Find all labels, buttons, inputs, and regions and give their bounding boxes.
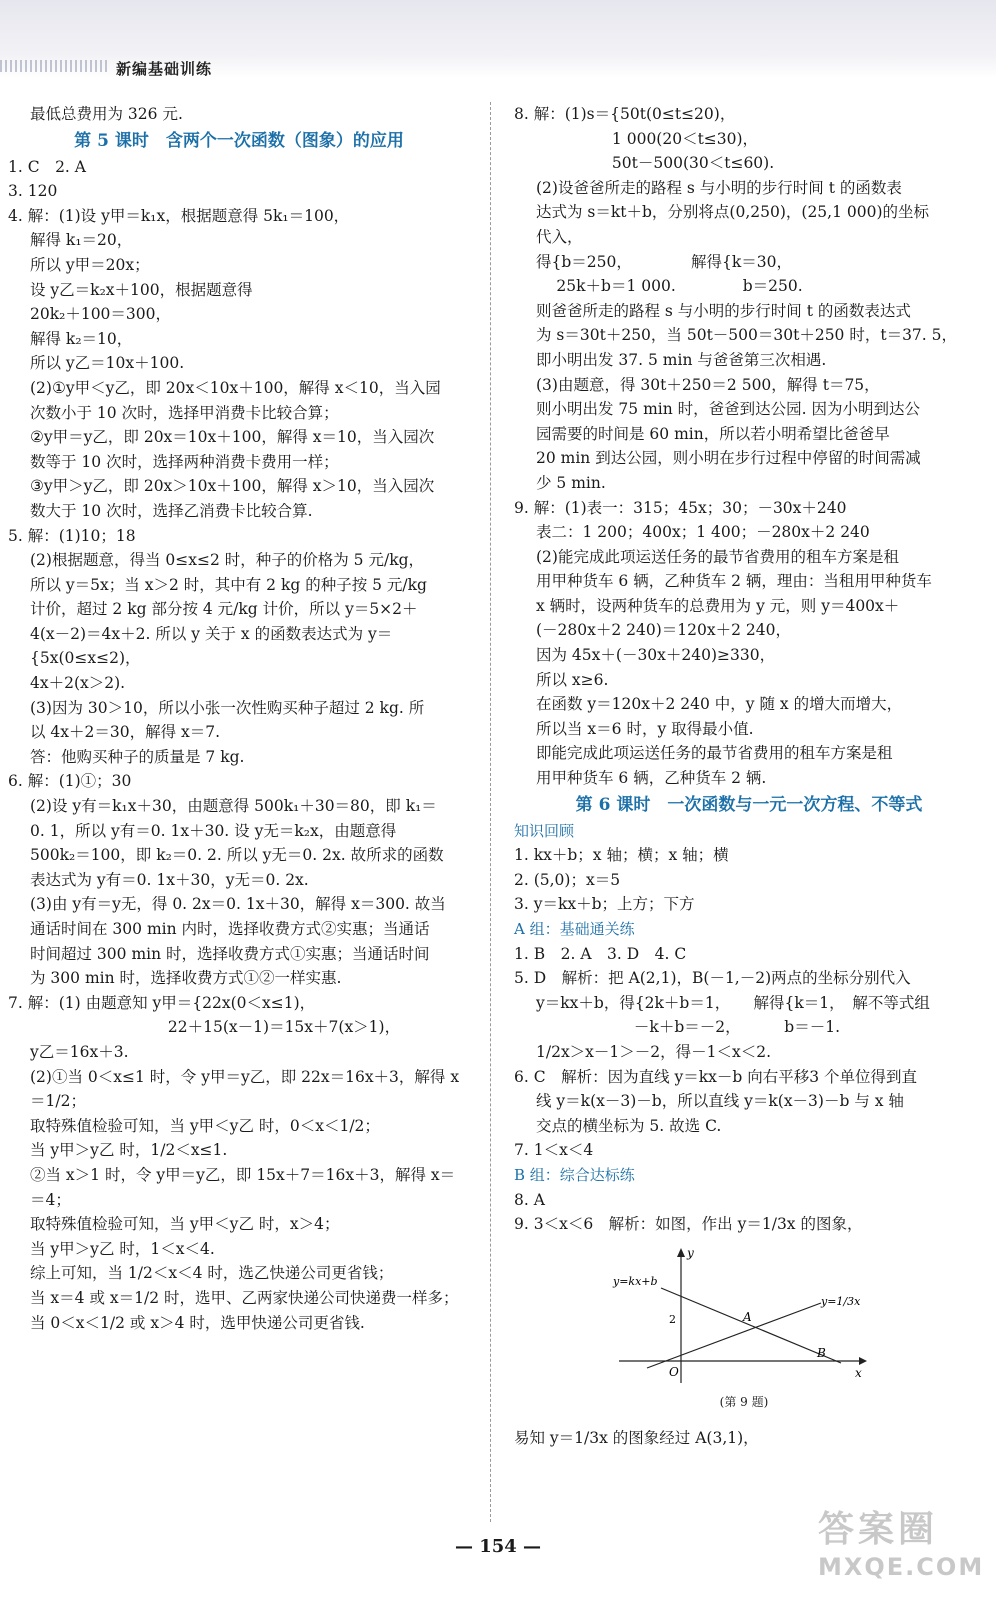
text-line: (3)因为 30＞10，所以小张一次性购买种子超过 2 kg. 所 — [30, 698, 425, 717]
question-9-graph — [609, 1243, 869, 1388]
text-line: 3. 120 — [8, 182, 58, 201]
text-line: 计价，超过 2 kg 部分按 4 元/kg 计价，所以 y＝5×2＋ — [30, 600, 418, 619]
text-line: 所以当 x＝6 时，y 取得最小值. — [536, 719, 754, 738]
text-line: (－280x＋2 240)＝120x＋2 240， — [536, 621, 791, 640]
text-line: 3. y＝kx＋b；上方；下方 — [514, 895, 695, 914]
text-line: 表二：1 200；400x；1 400；－280x＋2 240 — [536, 523, 870, 542]
text-line: ＝1/2； — [30, 1092, 86, 1111]
text-line: 得{b＝250， 解得{k＝30， — [536, 252, 793, 271]
text-line: 当 x＝4 或 x＝1/2 时，选甲、乙两家快递公司快递费一样多； — [30, 1288, 459, 1307]
watermark — [818, 1508, 985, 1588]
text-line: 4. 解：(1)设 y甲＝k₁x，根据题意得 5k₁＝100， — [8, 206, 350, 225]
section-heading: 第 5 课时 含两个一次函数（图象）的应用 — [74, 130, 404, 151]
text-line: 所以 y＝5x；当 x＞2 时，其中有 2 kg 的种子按 5 元/kg — [30, 575, 427, 594]
point-b-label: B — [817, 1345, 826, 1360]
text-line: (2)设 y有＝k₁x＋30，由题意得 500k₁＋30＝80，即 k₁＝ — [30, 797, 437, 816]
text-line: 当 y甲＞y乙 时，1/2＜x≤1. — [30, 1141, 228, 1160]
section-heading: 第 6 课时 一次函数与一元一次方程、不等式 — [575, 794, 923, 815]
column-divider — [490, 102, 492, 1522]
text-line: 7. 解：(1) 由题意知 y甲＝{22x(0＜x≤1)， — [8, 993, 316, 1012]
text-line: 1. B 2. A 3. D 4. C — [514, 944, 687, 963]
text-line: x 辆时，设两种货车的总费用为 y 元，则 y＝400x＋ — [536, 596, 900, 615]
text-line: 所以 y甲＝20x； — [30, 255, 150, 274]
text-line: 25k＋b＝1 000. b＝250. — [536, 277, 803, 296]
header-title: 新编基础训练 — [116, 60, 213, 78]
text-line: 1/2x＞x－1＞－2，得－1＜x＜2. — [536, 1042, 772, 1061]
figure-caption: (第 9 题) — [719, 1394, 769, 1409]
text-line: 50t－500(30＜t≤60). — [514, 154, 775, 173]
text-line: ③y甲＞y乙，即 20x＞10x＋100，解得 x＞10，当入园次 — [30, 477, 435, 496]
text-line: (2)能完成此项运送任务的最节省费用的租车方案是租 — [536, 547, 899, 566]
text-line: 综上可知，当 1/2＜x＜4 时，选乙快递公司更省钱； — [30, 1264, 394, 1283]
text-line: 为 300 min 时，选择收费方式①②一样实惠. — [30, 969, 342, 988]
y-axis-arrow — [677, 1248, 685, 1257]
text-line: ②当 x＞1 时，令 y甲＝y乙，即 15x＋7＝16x＋3，解得 x＝ — [30, 1165, 456, 1184]
text-line: (2)①当 0＜x≤1 时，令 y甲＝y乙，即 22x＝16x＋3，解得 x — [30, 1067, 460, 1086]
right-column-lines — [514, 102, 984, 1237]
text-line: 园需要的时间是 60 min，所以若小明希望比爸爸早 — [536, 424, 890, 443]
text-line: 1. kx＋b；x 轴；横；x 轴；横 — [514, 846, 729, 865]
text-line: 用甲种货车 6 辆，乙种货车 2 辆. — [536, 769, 767, 788]
line2-label: y=1/3x — [821, 1294, 861, 1308]
text-line: 次数小于 10 次时，选择甲消费卡比较合算； — [30, 403, 339, 422]
right-column — [514, 102, 984, 1450]
watermark-line1: 答案圈 — [818, 1509, 939, 1550]
header-dot-pattern — [0, 60, 110, 72]
text-line: 为 s＝30t＋250，当 50t－500＝30t＋250 时，t＝37. 5， — [536, 326, 958, 345]
text-line: 数大于 10 次时，选择乙消费卡比较合算. — [30, 501, 313, 520]
subsection-heading: B 组：综合达标练 — [514, 1165, 635, 1184]
text-line: 少 5 min. — [536, 473, 606, 492]
text-line: 0. 1，所以 y有＝0. 1x＋30. 设 y无＝k₂x，由题意得 — [30, 821, 397, 840]
text-line: 答：他购买种子的质量是 7 kg. — [30, 747, 245, 766]
line-kx-plus-b — [661, 1288, 841, 1363]
text-line: 通话时间在 300 min 内时，选择收费方式②实惠；当通话 — [30, 920, 430, 938]
text-line: 当 y甲＞y乙 时，1＜x＜4. — [30, 1239, 215, 1258]
text-line: 最低总费用为 326 元. — [30, 105, 183, 123]
text-line: 20 min 到达公园，则小明在步行过程中停留的时间需减 — [536, 449, 921, 468]
text-line: 解得 k₁＝20， — [30, 231, 133, 250]
text-line: 6. C 解析：因为直线 y＝kx－b 向右平移3 个单位得到直 — [514, 1067, 918, 1086]
text-line: 7. 1＜x＜4 — [514, 1141, 594, 1160]
text-line: 所以 x≥6. — [536, 670, 609, 689]
point-a-label: A — [743, 1309, 752, 1324]
text-line: 9. 3＜x＜6 解析：如图，作出 y＝1/3x 的图象， — [514, 1215, 863, 1234]
subsection-heading: A 组：基础通关练 — [514, 920, 635, 938]
text-line: 以 4x＋2＝30，解得 x＝7. — [30, 723, 221, 742]
text-line: 500k₂＝100，即 k₂＝0. 2. 所以 y无＝0. 2x. 故所求的函数 — [30, 846, 444, 865]
text-line: y＝kx＋b，得{2k＋b＝1， 解得{k＝1， 解不等式组 — [536, 993, 930, 1012]
text-line: 8. 解：(1)s＝{50t(0≤t≤20)， — [514, 105, 736, 123]
text-line: 代入， — [536, 227, 583, 246]
text-line: 22＋15(x－1)＝15x＋7(x＞1)， — [8, 1018, 401, 1037]
tick-2-label: 2 — [669, 1312, 676, 1326]
text-line: 20k₂＋100＝300， — [30, 305, 171, 324]
text-line: (2)①y甲＜y乙，即 20x＜10x＋100，解得 x＜10，当入园 — [30, 378, 441, 397]
after-figure-text: 易知 y＝1/3x 的图象经过 A(3,1)， — [514, 1428, 759, 1447]
text-line: 6. 解：(1)①；30 — [8, 772, 132, 791]
text-line: 因为 45x＋(－30x＋240)≥330， — [536, 646, 776, 665]
text-line: 5. D 解析：把 A(2,1)，B(－1,－2)两点的坐标分别代入 — [514, 969, 911, 988]
text-line: 即能完成此项运送任务的最节省费用的租车方案是租 — [536, 744, 893, 763]
text-line: ②y甲＝y乙，即 20x＝10x＋100，解得 x＝10，当入园次 — [30, 428, 435, 447]
text-line: －k＋b＝－2， b＝－1. — [536, 1018, 840, 1037]
text-line: 线 y＝k(x－3)－b，所以直线 y＝k(x－3)－b 与 x 轴 — [536, 1092, 904, 1111]
text-line: 在函数 y＝120x＋2 240 中，y 随 x 的增大而增大， — [536, 695, 903, 714]
text-line: y乙＝16x＋3. — [30, 1042, 129, 1061]
watermark-line2: MXQE.COM — [818, 1553, 985, 1581]
text-line: 交点的横坐标为 5. 故选 C. — [536, 1116, 722, 1135]
text-line: 所以 y乙＝10x＋100. — [30, 354, 185, 373]
text-line: 用甲种货车 6 辆，乙种货车 2 辆，理由：当租用甲种货车 — [536, 572, 932, 591]
text-line: (3)由题意，得 30t＋250＝2 500，解得 t＝75， — [536, 375, 880, 394]
line1-label: y=kx+b — [613, 1274, 658, 1288]
text-line: 当 0＜x＜1/2 或 x＞4 时，选甲快递公司更省钱. — [30, 1313, 365, 1332]
text-line: 设 y乙＝k₂x＋100，根据题意得 — [30, 280, 253, 299]
text-line: 表达式为 y有＝0. 1x＋30，y无＝0. 2x. — [30, 870, 309, 889]
subsection-heading: 知识回顾 — [514, 821, 575, 840]
text-line: 8. A — [514, 1190, 545, 1209]
x-axis-label: x — [855, 1365, 862, 1380]
text-line: (3)由 y有＝y无，得 0. 2x＝0. 1x＋30，解得 x＝300. 故当 — [30, 895, 446, 914]
text-line: 取特殊值检验可知，当 y甲＜y乙 时，x＞4； — [30, 1215, 340, 1234]
x-axis-arrow — [859, 1357, 867, 1365]
y-axis-label: y — [687, 1245, 694, 1260]
text-line: 时间超过 300 min 时，选择收费方式①实惠；当通话时间 — [30, 944, 430, 963]
origin-label: O — [669, 1364, 679, 1379]
text-line: 即小明出发 37. 5 min 与爸爸第三次相遇. — [536, 350, 827, 369]
text-line: 达式为 s＝kt＋b，分别将点(0,250)，(25,1 000)的坐标 — [536, 203, 930, 222]
text-line: 取特殊值检验可知，当 y甲＜y乙 时，0＜x＜1/2； — [30, 1116, 380, 1135]
text-line: 则小明出发 75 min 时，爸爸到达公园. 因为小明到达公 — [536, 400, 920, 419]
text-line: (2)设爸爸所走的路程 s 与小明的步行时间 t 的函数表 — [536, 178, 902, 197]
text-line: 则爸爸所走的路程 s 与小明的步行时间 t 的函数表达式 — [536, 301, 911, 320]
text-line: 数等于 10 次时，选择两种消费卡费用一样； — [30, 452, 339, 471]
text-line: 4x＋2(x＞2). — [30, 674, 126, 693]
text-line: 9. 解：(1)表一：315；45x；30；－30x＋240 — [514, 498, 847, 517]
text-line: 2. (5,0)；x＝5 — [514, 870, 621, 889]
text-line: 4(x－2)＝4x＋2. 所以 y 关于 x 的函数表达式为 y＝ — [30, 624, 393, 643]
text-line: (2)根据题意，得当 0≤x≤2 时，种子的价格为 5 元/kg， — [30, 551, 425, 570]
text-line: 5. 解：(1)10；18 — [8, 526, 136, 545]
page-number: — 154 — — [454, 1536, 542, 1557]
text-line: 1 000(20＜t≤30)， — [514, 129, 759, 148]
text-line: {5x(0≤x≤2)， — [30, 649, 141, 668]
text-line: 解得 k₂＝10， — [30, 329, 133, 348]
left-column — [8, 102, 470, 1335]
text-line: ＝4； — [30, 1190, 71, 1209]
text-line: 1. C 2. A — [8, 157, 86, 176]
